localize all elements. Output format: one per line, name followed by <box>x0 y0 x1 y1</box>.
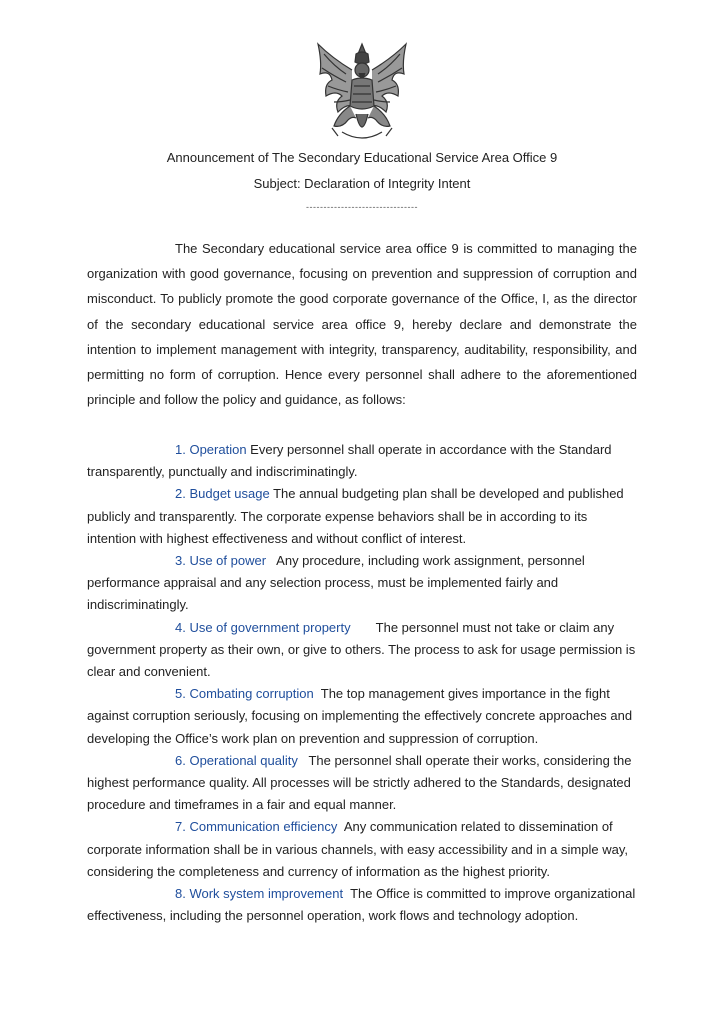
item-text: Any procedure, including work assignment, personnel performance appraisal and any selection process, must be implemented fairly and indiscriminatingly. <box>87 553 585 613</box>
separator-line: -------------------------------- <box>306 202 418 212</box>
list-item <box>87 439 637 483</box>
item-text: The personnel must not take or claim any government property as their own, or give to others. The process to ask for usage permission is clear and convenient. <box>87 619 636 680</box>
garuda-emblem-icon <box>312 40 412 146</box>
list-item <box>87 550 637 617</box>
integrity-items-list <box>87 439 637 927</box>
list-item <box>87 483 637 550</box>
item-title: 8. Work system improvement <box>175 886 344 902</box>
item-title: 6. Operational quality <box>175 752 298 768</box>
item-title: 7. Communication efficiency <box>175 819 338 835</box>
list-item <box>87 750 637 817</box>
item-text: The annual budgeting plan shall be developed and published publicly and transparently. The corporate expense behaviors shall be in according to its intention with highest effectiveness and without conflict of interest. <box>87 486 624 546</box>
announcement-subject: Subject: Declaration of Integrity Intent <box>253 176 471 191</box>
item-text: The top management gives importance in the fight against corruption seriously, focusing on implementing the effectively concrete approaches and developing the Office’s work plan on prevention and suppression of corruption. <box>87 686 633 746</box>
announcement-title: Announcement of The Secondary Educational Service Area Office 9 <box>166 150 558 165</box>
item-text: The Office is committed to improve organizational effectiveness, including the personnel operation, work flows and technology adoption. <box>87 886 636 924</box>
list-item <box>87 883 637 927</box>
item-text: Any communication related to dissemination of corporate information shall be in various channels, with easy accessibility and in a simple way, considering the completeness and currency of information as the highest priority. <box>87 819 628 879</box>
item-text: The personnel shall operate their works, considering the highest performance quality. All processes will be strictly adhered to the Standards, designated procedure and timeframes in a fair and equal manner. <box>87 752 632 813</box>
list-item <box>87 816 637 883</box>
item-title: 1. Operation <box>175 442 247 457</box>
item-title: 2. Budget usage <box>175 486 270 502</box>
item-title: 3. Use of power <box>175 553 267 569</box>
item-title: 5. Combating corruption <box>175 686 314 702</box>
item-title: 4. Use of government property <box>175 619 351 635</box>
list-item <box>87 617 637 684</box>
list-item <box>87 683 637 750</box>
intro-paragraph: The Secondary educational service area office 9 is committed to managing the organization with good governance, focusing on prevention and suppression of corruption and misconduct. To publicly promote the good corporate governance of the Office, I, as the director of the secondary educational service area office 9, hereby declare and demonstrate the intention to implement management with integrity, transparency, auditability, responsibility, and permitting no form of corruption. Hence every personnel shall adhere to the aforementioned principle and follow the policy and guidance, as follows: <box>87 241 637 408</box>
item-text: Every personnel shall operate in accordance with the Standard transparently, punctually and indiscriminatingly. <box>87 442 612 480</box>
